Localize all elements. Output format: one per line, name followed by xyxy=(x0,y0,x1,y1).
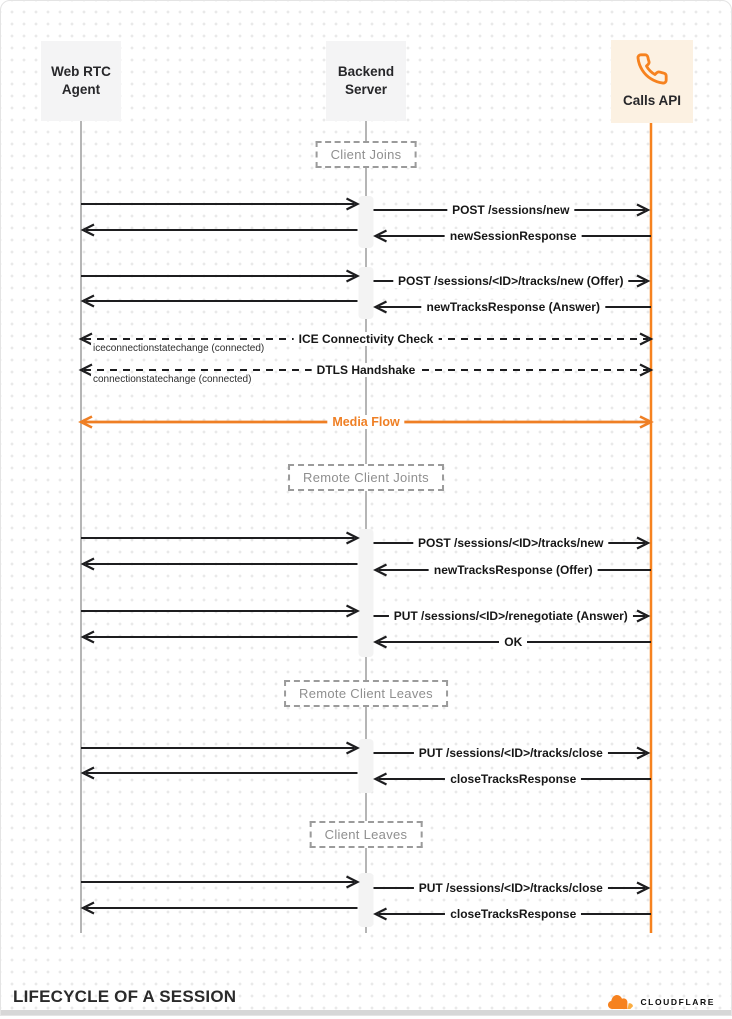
message-label: POST /sessions/<ID>/tracks/new (Offer) xyxy=(393,274,628,288)
message-label: DTLS Handshake xyxy=(312,363,421,377)
actor-label: Backend xyxy=(337,63,395,79)
cloudflare-wordmark: CLOUDFLARE xyxy=(640,997,715,1007)
message-label: PUT /sessions/<ID>/renegotiate (Answer) xyxy=(389,609,633,623)
cloudflare-cloud-icon xyxy=(608,995,636,1009)
phase-label-box: Client Leaves xyxy=(310,821,423,848)
message-sublabel: iceconnectionstatechange (connected) xyxy=(93,343,265,354)
phase-label-box: Client Joins xyxy=(316,141,417,168)
bottom-edge xyxy=(1,1010,731,1015)
message-label: POST /sessions/<ID>/tracks/new xyxy=(413,536,608,550)
actor-label: Calls API xyxy=(622,93,682,109)
message-label: closeTracksResponse xyxy=(445,907,581,921)
message-sublabel: connectionstatechange (connected) xyxy=(93,374,252,385)
message-label: newTracksResponse (Answer) xyxy=(422,300,605,314)
actor-label: Server xyxy=(344,82,388,97)
message-label: ICE Connectivity Check xyxy=(294,332,439,346)
phase-label-box: Remote Client Joints xyxy=(288,464,444,491)
actor-web-rtc-agent xyxy=(41,41,121,121)
message-label: closeTracksResponse xyxy=(445,772,581,786)
actor-label: Agent xyxy=(61,82,101,97)
page-title: LIFECYCLE OF A SESSION xyxy=(13,987,237,1006)
message-label: newTracksResponse (Offer) xyxy=(429,563,598,577)
cloudflare-logo xyxy=(608,995,715,1009)
message-label: POST /sessions/new xyxy=(447,203,574,217)
phone-icon xyxy=(635,52,669,86)
actor-calls-api xyxy=(611,40,693,123)
message-label: OK xyxy=(499,635,527,649)
message-label: Media Flow xyxy=(327,415,404,429)
message-label: PUT /sessions/<ID>/tracks/close xyxy=(414,881,608,895)
actor-backend-server xyxy=(326,41,406,121)
message-label: newSessionResponse xyxy=(445,229,582,243)
labels-layer xyxy=(1,1,731,1015)
phase-label-box: Remote Client Leaves xyxy=(284,680,448,707)
actor-label: Web RTC xyxy=(51,63,111,79)
message-label: PUT /sessions/<ID>/tracks/close xyxy=(414,746,608,760)
